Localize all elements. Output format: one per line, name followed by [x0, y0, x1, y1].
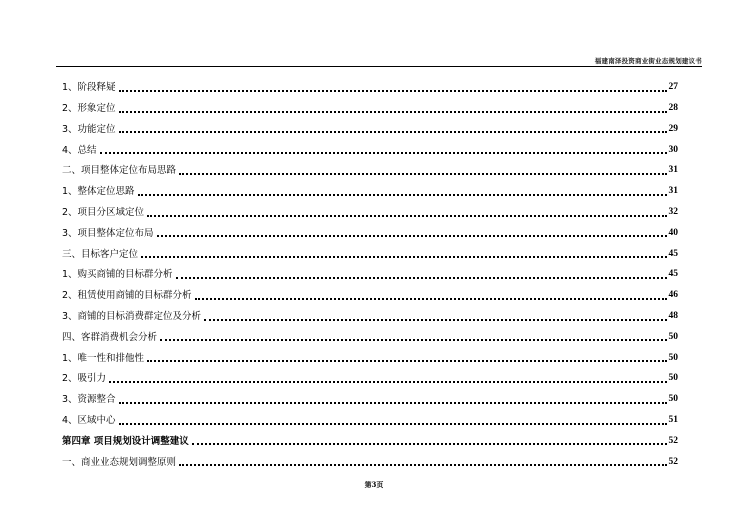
toc-entry[interactable]: [62, 114, 678, 135]
toc-entry-page-number: 45: [668, 248, 678, 259]
toc-entry[interactable]: [62, 322, 678, 343]
toc-entry-page-number: 50: [668, 373, 678, 384]
toc-entry[interactable]: [62, 301, 678, 322]
toc-entry-page-number: 50: [668, 394, 678, 405]
toc-entry-page-number: 32: [668, 207, 678, 218]
toc-entry[interactable]: [62, 405, 678, 426]
toc-entry[interactable]: [62, 197, 678, 218]
toc-entry-page-number: 46: [668, 290, 678, 301]
toc-entry-label: 四、客群消费机会分析: [62, 331, 158, 343]
toc-dot-leader: [157, 235, 667, 237]
toc-entry-label: 2、形象定位: [62, 103, 116, 115]
toc-dot-leader: [204, 319, 666, 321]
toc-dot-leader: [192, 443, 667, 445]
toc-entry-label: 4、区域中心: [62, 415, 116, 427]
toc-entry[interactable]: [62, 446, 678, 467]
toc-entry-label: 3、功能定位: [62, 123, 116, 135]
toc-dot-leader: [119, 402, 667, 404]
toc-entry-page-number: 30: [668, 144, 678, 155]
toc-dot-leader: [119, 131, 667, 133]
toc-entry-page-number: 50: [668, 352, 678, 363]
toc-entry-label: 1、整体定位思路: [62, 186, 135, 198]
toc-dot-leader: [160, 339, 666, 341]
toc-entry-page-number: 48: [668, 311, 678, 322]
toc-entry-page-number: 28: [668, 103, 678, 114]
toc-dot-leader: [147, 360, 666, 362]
toc-entry[interactable]: [62, 363, 678, 384]
toc-dot-leader: [119, 111, 667, 113]
toc-entry[interactable]: [62, 155, 678, 176]
toc-entry[interactable]: [62, 238, 678, 259]
toc-entry-page-number: 40: [668, 227, 678, 238]
toc-entry-label: 2、吸引力: [62, 373, 107, 385]
toc-entry-label: 1、购买商铺的目标群分析: [62, 269, 173, 281]
toc-entry-label: 一、商业业态规划调整原则: [62, 456, 177, 468]
toc-entry-page-number: 31: [668, 165, 678, 176]
toc-dot-leader: [138, 194, 667, 196]
header-divider: [56, 66, 702, 67]
toc-entry[interactable]: [62, 342, 678, 363]
toc-entry-label: 3、商铺的目标消费群定位及分析: [62, 311, 202, 323]
toc-entry-label: 第四章 项目规划设计调整建议: [62, 435, 189, 447]
page-number: 第3页: [364, 480, 384, 489]
table-of-contents: [62, 72, 678, 467]
toc-entry[interactable]: [62, 259, 678, 280]
toc-dot-leader: [176, 277, 667, 279]
toc-entry-label: 3、资源整合: [62, 394, 116, 406]
toc-entry[interactable]: [62, 218, 678, 239]
toc-entry[interactable]: [62, 176, 678, 197]
toc-entry[interactable]: [62, 384, 678, 405]
toc-entry-page-number: 51: [668, 415, 678, 426]
toc-entry-page-number: 52: [668, 456, 678, 467]
toc-entry-label: 3、项目整体定位布局: [62, 227, 154, 239]
toc-dot-leader: [195, 298, 667, 300]
toc-dot-leader: [179, 173, 666, 175]
toc-entry-label: 1、唯一性和排他性: [62, 352, 145, 364]
toc-entry-label: 1、阶段释疑: [62, 82, 116, 94]
toc-entry-label: 2、项目分区域定位: [62, 207, 145, 219]
toc-entry-page-number: 52: [668, 435, 678, 446]
toc-dot-leader: [179, 464, 666, 466]
toc-dot-leader: [147, 215, 666, 217]
toc-entry[interactable]: [62, 426, 678, 447]
toc-dot-leader: [119, 90, 667, 92]
toc-entry-label: 4、总结: [62, 144, 97, 156]
toc-entry-page-number: 31: [668, 186, 678, 197]
toc-entry-label: 二、项目整体定位布局思路: [62, 165, 177, 177]
toc-entry[interactable]: [62, 134, 678, 155]
toc-entry-label: 2、租赁使用商铺的目标群分析: [62, 290, 192, 302]
toc-dot-leader: [119, 423, 667, 425]
toc-entry-page-number: 50: [668, 331, 678, 342]
toc-entry[interactable]: [62, 72, 678, 93]
toc-dot-leader: [141, 256, 666, 258]
toc-entry-page-number: 45: [668, 269, 678, 280]
toc-entry[interactable]: [62, 93, 678, 114]
toc-entry[interactable]: [62, 280, 678, 301]
toc-dot-leader: [100, 152, 667, 154]
document-header-title: 福建南泽投资商业街业态规划建议书: [594, 57, 702, 65]
toc-entry-label: 三、目标客户定位: [62, 248, 139, 260]
toc-dot-leader: [109, 381, 666, 383]
toc-entry-page-number: 27: [668, 82, 678, 93]
toc-entry-page-number: 29: [668, 123, 678, 134]
